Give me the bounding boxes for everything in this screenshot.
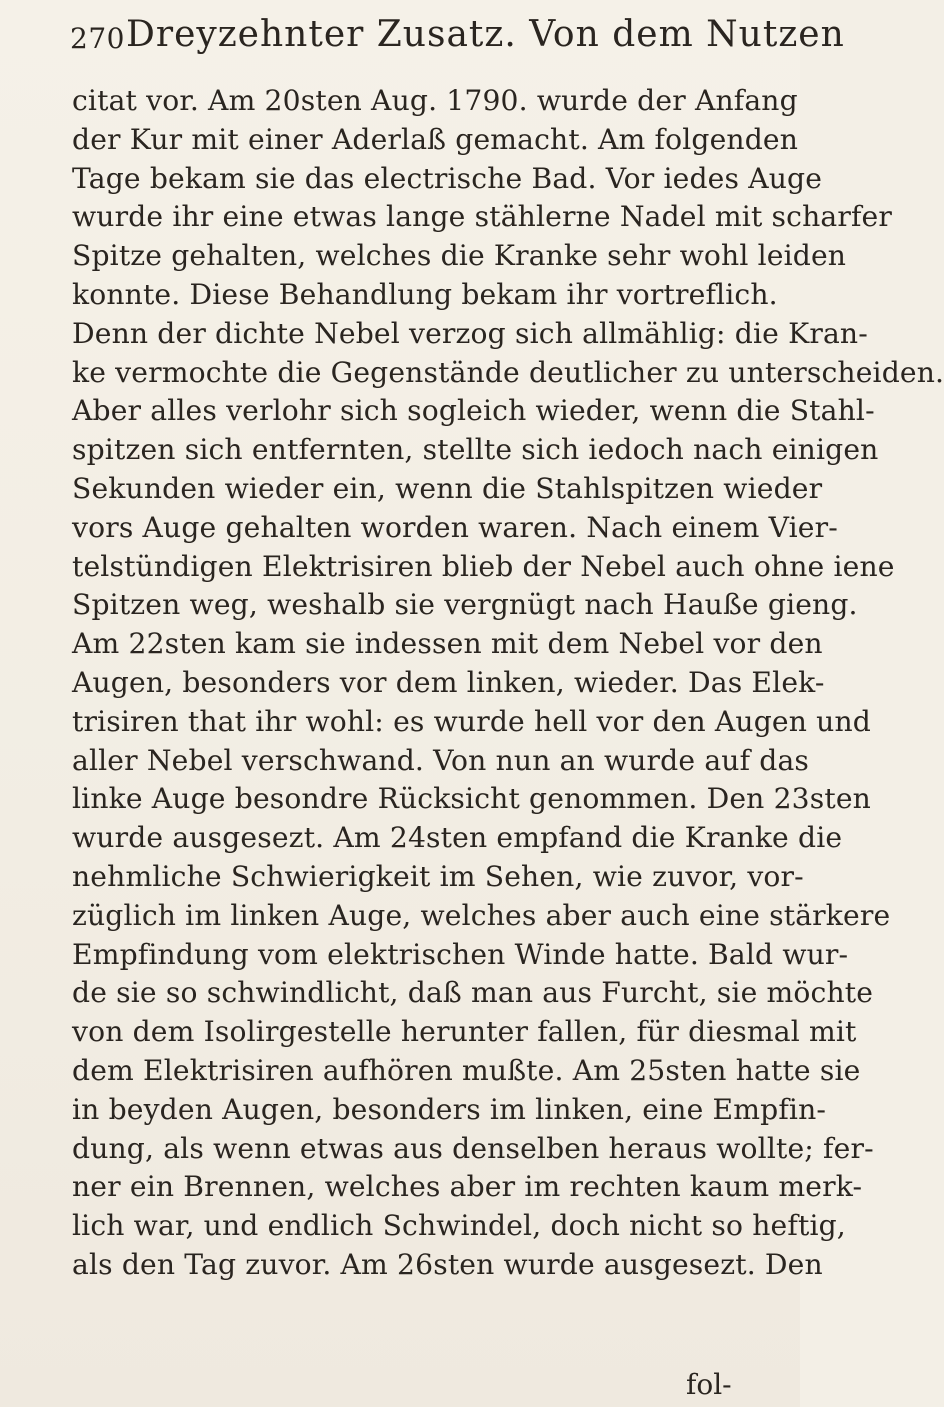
text-line: wurde ihr eine etwas lange stählerne Nadel mit scharfer — [72, 200, 893, 234]
text-line: spitzen sich entfernten, stellte sich iedoch nach einigen — [72, 433, 879, 467]
running-head: Dreyzehnter Zusatz. Von dem Nutzen — [126, 14, 845, 55]
text-line: de sie so schwindlicht, daß man aus Furcht, sie möchte — [72, 976, 874, 1010]
page-header — [70, 12, 845, 68]
text-line: Augen, besonders vor dem linken, wieder. Das Elek- — [72, 665, 825, 699]
text-line: Sekunden wieder ein, wenn die Stahlspitzen wieder — [72, 471, 823, 505]
text-line: nehmliche Schwierigkeit im Sehen, wie zuvor, vor- — [72, 859, 804, 893]
text-line: Aber alles verlohr sich sogleich wieder, wenn die Stahl- — [72, 394, 875, 428]
text-line: citat vor. Am 20sten Aug. 1790. wurde der Anfang — [72, 84, 798, 117]
text-line: in beyden Augen, besonders im linken, eine Empfin- — [72, 1092, 827, 1126]
text-line: ner ein Brennen, welches aber im rechten kaum merk- — [72, 1170, 863, 1204]
text-line: Am 22sten kam sie indessen mit dem Nebel vor den — [72, 627, 823, 661]
text-line: Empfindung vom elektrischen Winde hatte. Bald wur- — [72, 937, 849, 971]
text-line: Tage bekam sie das electrische Bad. Vor iedes Auge — [72, 161, 823, 195]
text-line: der Kur mit einer Aderlaß gemacht. Am folgenden — [72, 122, 799, 156]
text-line: aller Nebel verschwand. Von nun an wurde auf das — [72, 743, 810, 777]
text-line: trisiren that ihr wohl: es wurde hell vor den Augen und — [72, 704, 871, 738]
text-line: ke vermochte die Gegenstände deutlicher zu unterscheiden. — [72, 355, 944, 389]
text-line: dem Elektrisiren aufhören mußte. Am 25sten hatte sie — [72, 1053, 861, 1087]
text-line: wurde ausgesezt. Am 24sten empfand die Kranke die — [72, 821, 843, 855]
text-line: linke Auge besondre Rücksicht genommen. Den 23sten — [72, 782, 871, 816]
text-line: Spitze gehalten, welches die Kranke sehr wohl leiden — [72, 239, 847, 273]
text-line: dung, als wenn etwas aus denselben heraus wollte; fer- — [72, 1131, 874, 1165]
page-number: 270 — [70, 22, 125, 55]
text-line: als den Tag zuvor. Am 26sten wurde ausgesezt. Den — [72, 1247, 823, 1281]
text-line: von dem Isolirgestelle herunter fallen, für diesmal mit — [72, 1015, 857, 1049]
text-line: Denn der dichte Nebel verzog sich allmählig: die Kran- — [72, 316, 868, 350]
text-line: lich war, und endlich Schwindel, doch nicht so heftig, — [72, 1209, 846, 1243]
text-line: Spitzen weg, weshalb sie vergnügt nach Hauße gieng. — [72, 588, 858, 622]
catchword: fol- — [686, 1368, 732, 1401]
text-line: züglich im linken Auge, welches aber auch eine stärkere — [72, 898, 891, 932]
text-line: telstündigen Elektrisiren blieb der Nebel auch ohne iene — [72, 549, 895, 583]
text-line: vors Auge gehalten worden waren. Nach einem Vier- — [72, 510, 838, 544]
body-text — [72, 82, 944, 1285]
text-line: konnte. Diese Behandlung bekam ihr vortreflich. — [72, 277, 778, 311]
